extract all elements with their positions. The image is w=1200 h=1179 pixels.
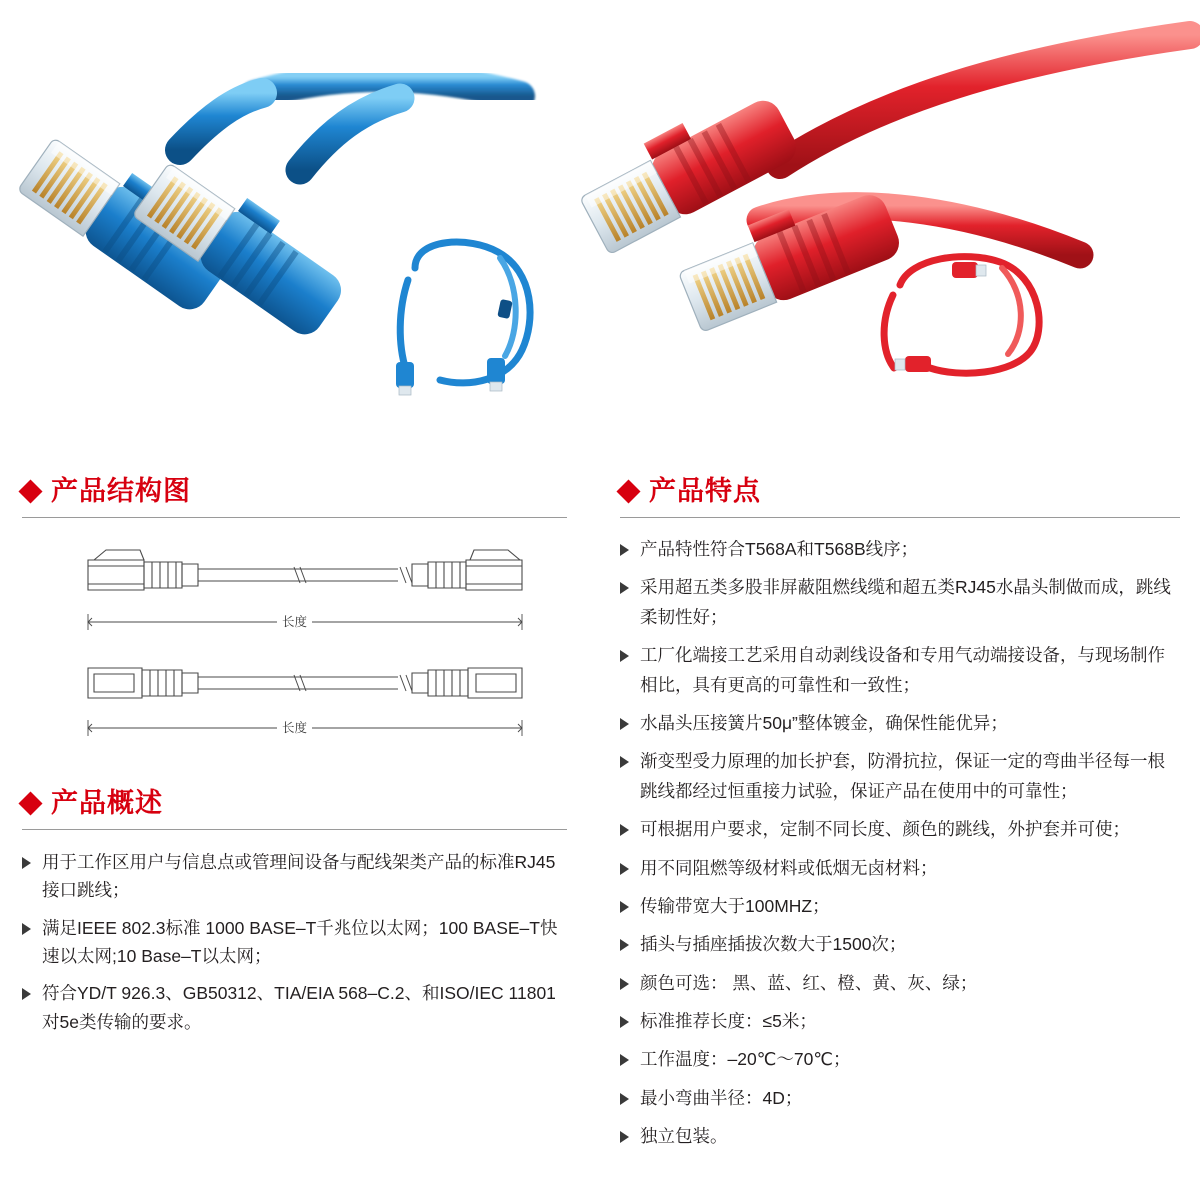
triangle-bullet-icon	[22, 923, 31, 935]
length-label-bottom: 长度	[277, 718, 312, 736]
overview-heading	[22, 790, 567, 817]
section-overview	[22, 790, 567, 1045]
feature-item-text: 水晶头压接簧片50μ”整体镀金，确保性能优异；	[640, 712, 1008, 733]
feature-item-text: 可根据用户要求，定制不同长度、颜色的跳线，外护套并可使；	[640, 819, 1130, 840]
triangle-bullet-icon	[620, 650, 629, 662]
feature-item-text: 独立包装。	[640, 1126, 728, 1147]
length-label-top: 长度	[277, 612, 312, 630]
features-title: 产品特点	[649, 476, 761, 506]
triangle-bullet-icon	[620, 582, 629, 594]
list-item	[620, 854, 1180, 883]
triangle-bullet-icon	[620, 756, 629, 768]
list-item	[620, 1084, 1180, 1113]
overview-divider	[22, 829, 567, 830]
features-divider	[620, 517, 1180, 518]
feature-item-text: 传输带宽大于100MHZ；	[640, 895, 830, 916]
overview-list	[22, 848, 567, 1036]
structure-divider	[22, 517, 567, 518]
overview-item-text: 满足IEEE 802.3标准 1000 BASE–T千兆位以太网；100 BASE–T快速以太网;10 Base–T以太网；	[42, 917, 558, 967]
overview-item-text: 符合YD/T 926.3、GB50312、TIA/EIA 568–C.2、和ISO/IEC 11801对5e类传输的要求。	[42, 983, 556, 1032]
list-item	[620, 573, 1180, 632]
list-item	[620, 969, 1180, 998]
list-item	[620, 747, 1180, 806]
triangle-bullet-icon	[22, 857, 31, 869]
list-item	[620, 641, 1180, 700]
triangle-bullet-icon	[22, 988, 31, 1000]
feature-item-text: 标准推荐长度：≤5米；	[640, 1011, 817, 1032]
feature-item-text: 工作温度：–20℃～70℃；	[640, 1049, 851, 1070]
triangle-bullet-icon	[620, 901, 629, 913]
triangle-bullet-icon	[620, 939, 629, 951]
triangle-bullet-icon	[620, 1054, 629, 1066]
feature-item-text: 产品特性符合T568A和T568B线序；	[640, 539, 919, 559]
triangle-bullet-icon	[620, 1093, 629, 1105]
triangle-bullet-icon	[620, 863, 629, 875]
red-coiled-cable	[884, 257, 1039, 374]
triangle-bullet-icon	[620, 978, 629, 990]
structure-title: 产品结构图	[51, 476, 191, 506]
features-heading	[620, 478, 1180, 505]
diamond-bullet-icon	[18, 479, 42, 503]
structure-drawing	[22, 536, 567, 751]
feature-item-text: 颜色可选： 黑、蓝、红、橙、黄、灰、绿；	[640, 972, 978, 993]
triangle-bullet-icon	[620, 544, 629, 556]
list-item	[620, 709, 1180, 738]
diamond-bullet-icon	[616, 479, 640, 503]
list-item	[620, 930, 1180, 959]
feature-item-text: 最小弯曲半径：4D；	[640, 1087, 803, 1108]
product-photos-illustration	[0, 0, 1200, 455]
feature-item-text: 渐变型受力原理的加长护套，防滑抗拉，保证一定的弯曲半径每一根跳线都经过恒重接力试验，保证产品在使用中的可靠性；	[640, 751, 1165, 801]
diamond-bullet-icon	[18, 791, 42, 815]
list-item	[22, 914, 567, 971]
section-structure	[22, 478, 567, 751]
feature-item-text: 采用超五类多股非屏蔽阻燃线缆和超五类RJ45水晶头制做而成，跳线柔韧性好；	[640, 577, 1171, 627]
list-item	[620, 815, 1180, 844]
list-item	[620, 1045, 1180, 1074]
blue-coiled-cable	[396, 242, 530, 395]
section-features	[620, 478, 1180, 1161]
structure-heading	[22, 478, 567, 505]
triangle-bullet-icon	[620, 1131, 629, 1143]
list-item	[620, 535, 1180, 564]
list-item	[22, 979, 567, 1036]
triangle-bullet-icon	[620, 1016, 629, 1028]
product-photo-area	[0, 0, 1200, 455]
feature-item-text: 插头与插座插拔次数大于1500次；	[640, 934, 907, 955]
list-item	[620, 892, 1180, 921]
overview-item-text: 用于工作区用户与信息点或管理间设备与配线架类产品的标准RJ45接口跳线；	[42, 852, 556, 901]
overview-title: 产品概述	[51, 788, 163, 818]
feature-item-text: 工厂化端接工艺采用自动剥线设备和专用气动端接设备，与现场制作相比，具有更高的可靠性和一致性；	[640, 645, 1165, 695]
list-item	[620, 1007, 1180, 1036]
features-list	[620, 535, 1180, 1152]
list-item	[22, 848, 567, 905]
feature-item-text: 用不同阻燃等级材料或低烟无卤材料；	[640, 857, 938, 878]
triangle-bullet-icon	[620, 824, 629, 836]
triangle-bullet-icon	[620, 718, 629, 730]
list-item	[620, 1122, 1180, 1151]
